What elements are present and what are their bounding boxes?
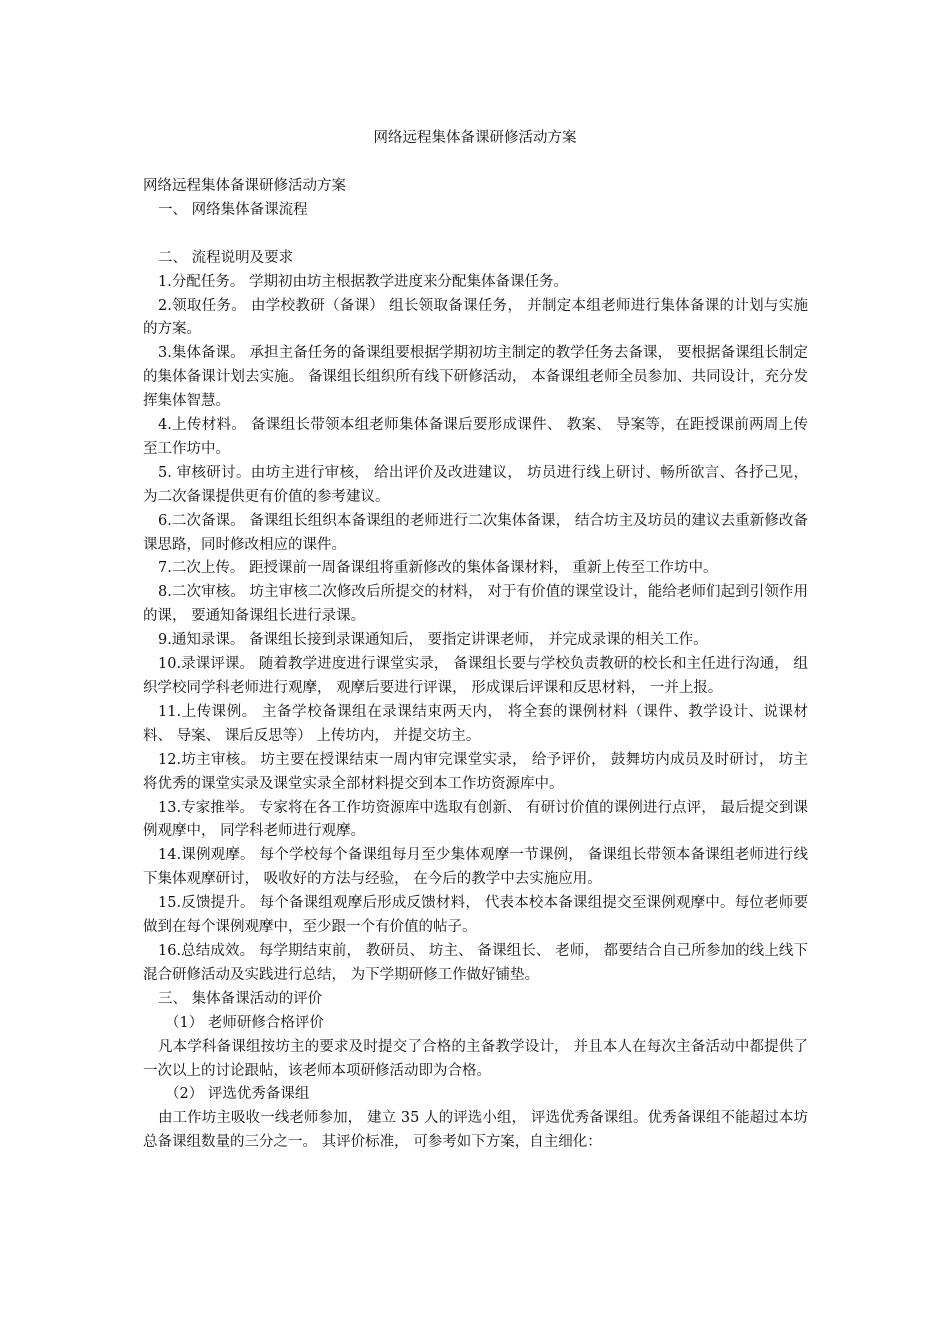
process-item-2: 2.领取任务。 由学校教研（备课） 组长领取备课任务， 并制定本组老师进行集体备课的计划与实施的方案。 bbox=[143, 297, 808, 338]
process-item-4: 4.上传材料。 备课组长带领本组老师集体备课后要形成课件、 教案、 导案等，在距授课前两周上传至工作坊中。 bbox=[143, 417, 808, 457]
process-item-8: 8.二次审核。 坊主审核二次修改后所提交的材料， 对于有价值的课堂设计，能给老师们起到引领作用的课， 要通知备课组长进行录课。 bbox=[143, 584, 808, 625]
subsection-heading-1: （1） 老师研修合格评价 bbox=[165, 1014, 324, 1031]
process-item-6: 6.二次备课。 备课组长组织本备课组的老师进行二次集体备课， 结合坊主及坊员的建议去重新修改备课思路，同时修改相应的课件。 bbox=[143, 512, 808, 553]
body-heading: 网络远程集体备课研修活动方案 bbox=[143, 178, 346, 194]
process-item-10: 10.录课评课。 随着教学进度进行课堂实录， 备课组长要与学校负责教研的校长和主任进行沟通， 组织学校同学科老师进行观摩， 观摩后要进行评课， 形成课后评课和反思材料， 一并上报。 bbox=[143, 656, 808, 697]
section-heading-3: 三、 集体备课活动的评价 bbox=[158, 990, 323, 1007]
process-item-16: 16.总结成效。 每学期结束前， 教研员、 坊主、 备课组长、 老师， 都要结合自己所参加的线上线下混合研修活动及实践进行总结， 为下学期研修工作做好铺垫。 bbox=[143, 942, 808, 983]
process-item-12: 12.坊主审核。 坊主要在授课结束一周内审完课堂实录， 给予评价， 鼓舞坊内成员及时研讨， 坊主将优秀的课堂实录及课堂实录全部材料提交到本工作坊资源库中。 bbox=[143, 751, 808, 792]
process-item-7: 7.二次上传。 距授课前一周备课组将重新修改的集体备课材料， 重新上传至工作坊中。 bbox=[158, 560, 718, 577]
section-heading-1: 一、 网络集体备课流程 bbox=[158, 201, 308, 218]
section-heading-2: 二、 流程说明及要求 bbox=[158, 249, 294, 266]
process-item-11: 11.上传课例。 主备学校备课组在录课结束两天内， 将全套的课例材料（课件、教学设计、说课材料、 导案、 课后反思等） 上传坊内， 并提交坊主。 bbox=[143, 703, 808, 744]
document-body bbox=[143, 175, 808, 1155]
subsection-text-1: 凡本学科备课组按坊主的要求及时提交了合格的主备教学设计， 并且本人在每次主备活动中都提供了一次以上的讨论跟帖，该老师本项研修活动即为合格。 bbox=[143, 1038, 808, 1079]
process-item-5: 5. 审核研讨。由坊主进行审核， 给出评价及改进建议， 坊员进行线上研讨、畅所欲言、各抒己见，为二次备课提供更有价值的参考建议。 bbox=[143, 464, 808, 505]
blank-line bbox=[143, 223, 808, 247]
process-item-1: 1.分配任务。 学期初由坊主根据教学进度来分配集体备课任务。 bbox=[158, 273, 568, 290]
process-item-13: 13.专家推举。 专家将在各工作坊资源库中选取有创新、 有研讨价值的课例进行点评， 最后提交到课例观摩中， 同学科老师进行观摩。 bbox=[143, 799, 808, 840]
process-item-14: 14.课例观摩。 每个学校每个备课组每月至少集体观摩一节课例， 备课组长带领本备课组老师进行线下集体观摩研讨， 吸收好的方法与经验， 在今后的教学中去实施应用。 bbox=[143, 847, 808, 888]
document-title: 网络远程集体备课研修活动方案 bbox=[373, 130, 577, 146]
process-item-15: 15.反馈提升。 每个备课组观摩后形成反馈材料， 代表本校本备课组提交至课例观摩中。每位老师要做到在每个课例观摩中，至少跟一个有价值的帖子。 bbox=[143, 895, 808, 936]
process-item-9: 9.通知录课。 备课组长接到录课通知后， 要指定讲课老师， 并完成录课的相关工作。 bbox=[158, 632, 708, 649]
subsection-heading-2: （2） 评选优秀备课组 bbox=[165, 1086, 310, 1103]
subsection-text-2: 由工作坊主吸收一线老师参加， 建立 35 人的评选小组， 评选优秀备课组。优秀备课组不能超过本坊总备课组数量的三分之一。 其评价标准， 可参考如下方案，自主细化： bbox=[143, 1110, 808, 1151]
process-item-3: 3.集体备课。 承担主备任务的备课组要根据学期初坊主制定的教学任务去备课， 要根据备课组长制定的集体备课计划去实施。 备课组长组织所有线下研修活动， 本备课组老师全员参加、共同设计，充分发挥集体智慧。 bbox=[143, 345, 808, 410]
